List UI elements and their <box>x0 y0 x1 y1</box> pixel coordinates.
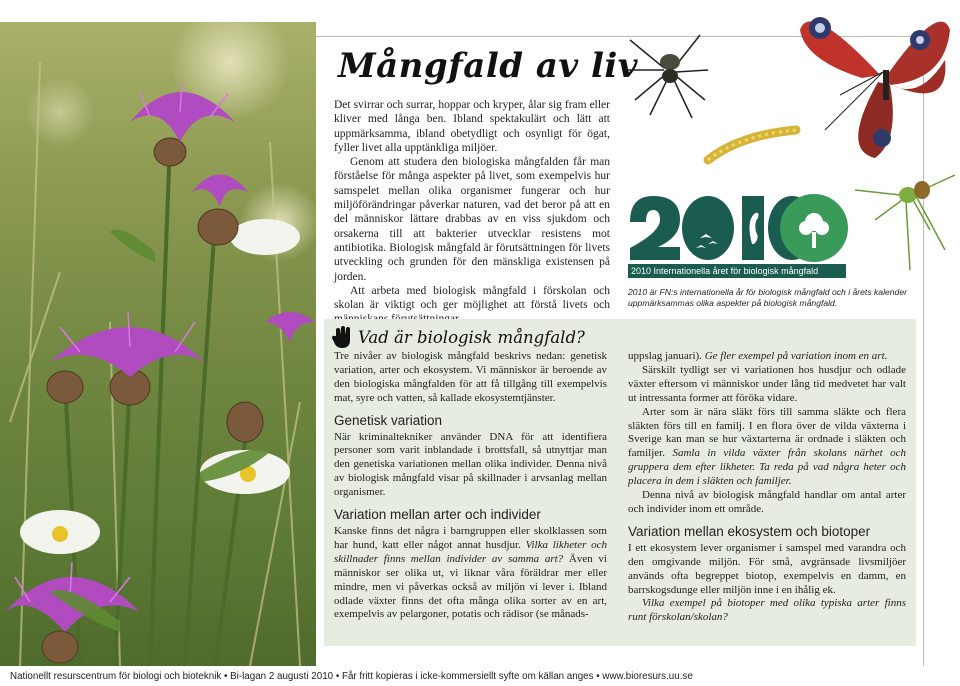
meadow-flower-photo <box>0 22 316 666</box>
biotope-question: Vilka exempel på biotoper med olika typiska arter finns runt förskolan/skolan? <box>628 597 906 624</box>
knapweed-flowers-image <box>0 22 316 666</box>
info-box-title: Vad är biologisk mångfald? <box>358 327 585 347</box>
page-footer: Nationellt resurscentrum för biologi och bioteknik • Bi-lagan 2 augusti 2010 • Får fritt kopieras i icke-kommersiellt syfte om källan anges • www.bioresurs.uu.se <box>10 671 693 682</box>
genus-family-paragraph <box>628 406 906 489</box>
genus-family-task: Samla in vilda växter från skolans närhet och gruppera dem efter likheter. Ta reda på vad några heter och placera in dem i släkten och familjer. <box>628 447 906 488</box>
butterfly-icon <box>800 17 950 158</box>
genus-family-text: Arter som är nära släkt förs till samma släkte och flera släkten förs till en familj. I en flora över de vilda växterna i Sverige kan man se hur växtarterna är ordnade i släkten och familjer. <box>628 405 906 460</box>
continuation-text: uppslag januari). <box>628 350 705 362</box>
logo-caption <box>628 264 846 278</box>
species-variation-heading: Variation mellan arter och individer <box>334 507 541 523</box>
biodiversity-year-logo <box>628 192 848 282</box>
logo-note: 2010 är FN:s internationella år för biologisk mångfald och i årets kalender uppmärksammas olika aspekter på biologisk mångfald. <box>628 287 907 308</box>
info-column-left <box>334 350 607 622</box>
intro-text <box>334 98 610 327</box>
levels-paragraph: Tre nivåer av biologisk mångfald beskrivs nedan: genetisk variation, arter och ekosystem. Vi människor är beroende av den biologiska mångfalden för att få tillgång till exempelvis mat, syre och vatten, så kallade ekosystemtjänster. <box>334 350 607 404</box>
variation-continuation <box>628 350 906 364</box>
pointing-hand-icon <box>332 326 352 348</box>
domestic-variation-paragraph: Särskilt tydligt ser vi variationen hos husdjur och odlade växter eftersom vi människor under lång tid medvetet har valt ut intressanta former att föröka vidare. <box>628 363 906 404</box>
species-variation-paragraph <box>334 525 607 622</box>
species-level-paragraph: Denna nivå av biologisk mångfald handlar om antal arter och individer inom ett område. <box>628 489 906 515</box>
species-question: Vilka likheter och skillnader finns mellan individer av samma art? <box>334 538 607 565</box>
info-column-right <box>628 350 906 625</box>
ecosystem-paragraph: I ett ekosystem lever organismer i samspel med varandra och den omgivande miljön. För små, avgränsade livsmiljöer används ofta begreppet biotop, exempelvis en damm, en barrskogsdunge eller miljön inne i en ihålig ek. <box>628 541 906 596</box>
intro-paragraph-2: Genom att studera den biologiska mångfalden får man förståelse för många aspekter på livet, som exempelvis hur samspelet mellan olika organismer fungerar och hur miljöförändringar påverkar naturen, vad det beror på att en del människor lättare drabbas av en viss sjukdom och orsakerna till att bakterier utvecklar resistens mot antibiotika. Biologisk mångfald är förutsättningen för livets utveckling och grunden för den mänskliga existensen på jorden. <box>334 156 610 283</box>
page-title: Mångfald av liv <box>338 46 639 86</box>
year-2010-graphic <box>628 192 848 262</box>
ecosystem-variation-heading: Variation mellan ekosystem och biotoper <box>628 523 871 539</box>
continuation-question: Ge fler exempel på variation inom en art. <box>704 350 888 362</box>
intro-paragraph-3: Att arbeta med biologisk mångfald i förskolan och skolan är viktigt och ger möjlighet att förstå livets och <box>334 284 610 312</box>
genetic-variation-heading: Genetisk variation <box>334 412 443 428</box>
info-box-heading <box>332 326 585 348</box>
logo-caption-text: Internationella året för biologisk mångfald <box>653 266 819 276</box>
logo-caption-year: 2010 <box>631 266 652 276</box>
biotope-question-paragraph <box>628 597 906 625</box>
caterpillar-icon <box>708 130 796 160</box>
intro-paragraph-1: Det svirrar och surrar, hoppar och kryper, ålar sig fram eller kliver med långa ben. Ibland spektakulärt och lätt att uppmärksamma, ibland obetydligt och osynligt för ögat, fyller livet alla upptänkliga miljöer. <box>334 99 610 154</box>
species-text-b: Även vi människor ser olika ut, vi liknar våra föräldrar mer eller mindre, men vi påverkas också av miljön vi lever i. Ibland odlade växter finns det ofta många olika sorter av en art, exempelvis av pelargoner, potatis och rädisor (se månads- <box>334 552 607 621</box>
genetic-variation-paragraph: När kriminaltekniker använder DNA för att identifiera personer som varit inblandade i brottsfall, så utnyttjar man den genetiska variationen mellan olika individer. Denna nivå av biologisk mångfald visar på skillnader i arvsanlag mellan organismer. <box>334 430 607 499</box>
species-text-a: Kanske finns det några i barngruppen eller skolklassen som har hund, katt eller något annat husdjur. <box>334 524 607 551</box>
